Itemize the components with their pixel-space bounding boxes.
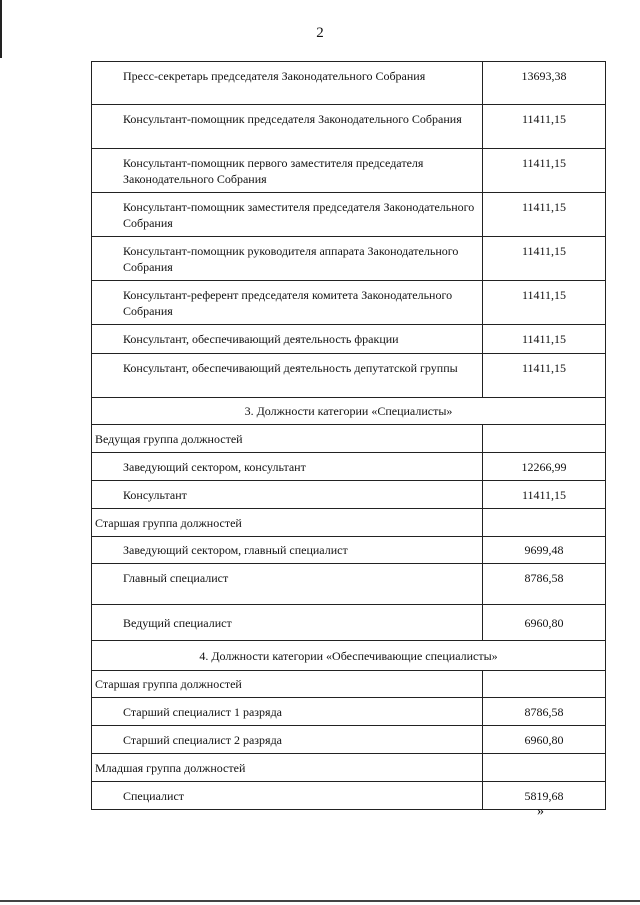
position-name: Главный специалист bbox=[92, 564, 483, 605]
position-name: Специалист bbox=[92, 782, 483, 810]
salary-amount: 12266,99 bbox=[483, 453, 606, 481]
group-heading: Старшая группа должностей bbox=[92, 509, 483, 537]
empty-cell bbox=[483, 671, 606, 698]
group-row bbox=[92, 425, 606, 453]
group-row bbox=[92, 671, 606, 698]
salary-amount: 11411,15 bbox=[483, 149, 606, 193]
table-row bbox=[92, 237, 606, 281]
position-name: Консультант bbox=[92, 481, 483, 509]
table-row bbox=[92, 605, 606, 641]
salary-amount: 6960,80 bbox=[483, 726, 606, 754]
section-row bbox=[92, 398, 606, 425]
position-name: Консультант-помощник заместителя председателя Законодательного Собрания bbox=[92, 193, 483, 237]
table-row bbox=[92, 698, 606, 726]
position-name: Консультант-помощник первого заместителя председателя Законодательного Собрания bbox=[92, 149, 483, 193]
salary-amount: 9699,48 bbox=[483, 537, 606, 564]
salary-amount: 11411,15 bbox=[483, 105, 606, 149]
table-row bbox=[92, 325, 606, 354]
position-name: Старший специалист 1 разряда bbox=[92, 698, 483, 726]
section-row bbox=[92, 641, 606, 671]
salary-amount: 5819,68 bbox=[483, 782, 606, 810]
salary-table bbox=[91, 61, 606, 810]
salary-amount: 11411,15 bbox=[483, 237, 606, 281]
scan-bottom-edge bbox=[0, 900, 640, 902]
salary-amount: 11411,15 bbox=[483, 354, 606, 398]
table-row bbox=[92, 193, 606, 237]
group-row bbox=[92, 509, 606, 537]
salary-amount: 13693,38 bbox=[483, 62, 606, 105]
closing-quote-mark: » bbox=[537, 804, 544, 819]
table-row bbox=[92, 564, 606, 605]
position-name: Консультант-помощник руководителя аппарата Законодательного Собрания bbox=[92, 237, 483, 281]
table-row bbox=[92, 481, 606, 509]
position-name: Консультант, обеспечивающий деятельность фракции bbox=[92, 325, 483, 354]
salary-amount: 8786,58 bbox=[483, 564, 606, 605]
position-name: Заведующий сектором, главный специалист bbox=[92, 537, 483, 564]
empty-cell bbox=[483, 509, 606, 537]
position-name: Старший специалист 2 разряда bbox=[92, 726, 483, 754]
salary-amount: 11411,15 bbox=[483, 325, 606, 354]
empty-cell bbox=[483, 425, 606, 453]
table-row bbox=[92, 354, 606, 398]
table-row bbox=[92, 726, 606, 754]
position-name: Заведующий сектором, консультант bbox=[92, 453, 483, 481]
position-name: Консультант-помощник председателя Законодательного Собрания bbox=[92, 105, 483, 149]
table-row bbox=[92, 537, 606, 564]
salary-amount: 8786,58 bbox=[483, 698, 606, 726]
section-heading: 4. Должности категории «Обеспечивающие специалисты» bbox=[92, 641, 606, 671]
group-row bbox=[92, 754, 606, 782]
table-row bbox=[92, 453, 606, 481]
table-row bbox=[92, 149, 606, 193]
group-heading: Старшая группа должностей bbox=[92, 671, 483, 698]
salary-amount: 11411,15 bbox=[483, 481, 606, 509]
section-heading: 3. Должности категории «Специалисты» bbox=[92, 398, 606, 425]
page-number: 2 bbox=[316, 25, 324, 41]
salary-amount: 11411,15 bbox=[483, 281, 606, 325]
group-heading: Ведущая группа должностей bbox=[92, 425, 483, 453]
empty-cell bbox=[483, 754, 606, 782]
position-name: Консультант, обеспечивающий деятельность депутатской группы bbox=[92, 354, 483, 398]
table-row bbox=[92, 62, 606, 105]
table-row bbox=[92, 281, 606, 325]
salary-amount: 11411,15 bbox=[483, 193, 606, 237]
group-heading: Младшая группа должностей bbox=[92, 754, 483, 782]
position-name: Консультант-референт председателя комитета Законодательного Собрания bbox=[92, 281, 483, 325]
table-row bbox=[92, 105, 606, 149]
salary-amount: 6960,80 bbox=[483, 605, 606, 641]
position-name: Пресс-секретарь председателя Законодательного Собрания bbox=[92, 62, 483, 105]
table-row bbox=[92, 782, 606, 810]
position-name: Ведущий специалист bbox=[92, 605, 483, 641]
